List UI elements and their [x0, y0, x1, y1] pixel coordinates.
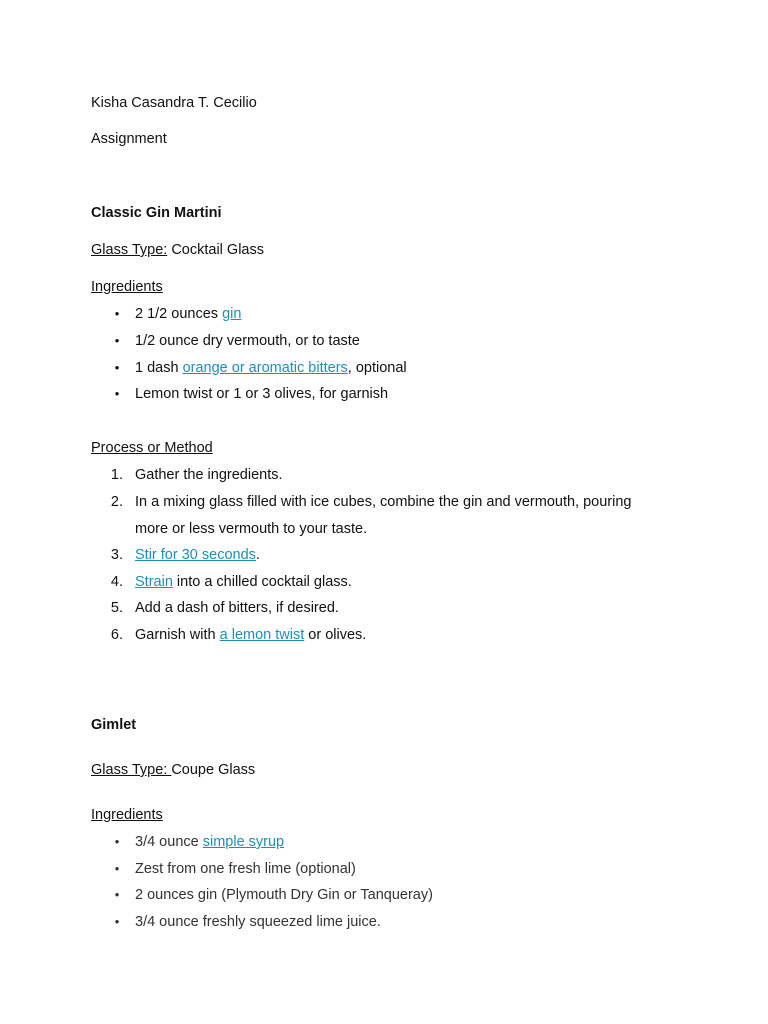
step-number: 5. [110, 600, 123, 616]
bullet-icon: • [114, 887, 120, 902]
author-name: Kisha Casandra T. Cecilio [91, 95, 257, 111]
ingredient-link-simple-syrup[interactable]: simple syrup [202, 834, 285, 850]
bullet-icon: • [114, 306, 120, 321]
ingredient-text: Lemon twist or 1 or 3 olives, for garnish [135, 386, 389, 402]
step-text: Garnish with [135, 627, 220, 643]
step-text-after: . [255, 547, 260, 563]
ingredient-text: 1/2 ounce dry vermouth, or to taste [135, 333, 360, 349]
ingredient-link-bitters[interactable]: orange or aromatic bitters [182, 360, 348, 376]
step-link-strain[interactable]: Strain [135, 574, 173, 590]
glass-type-label: Glass Type: [91, 242, 168, 258]
recipe-title-gimlet: Gimlet [91, 717, 137, 733]
step-text-after: into a chilled cocktail glass. [172, 574, 352, 590]
glass-type-gimlet [91, 761, 255, 779]
ingredient-text: Zest from one fresh lime (optional) [135, 861, 356, 877]
step-link-lemon-twist[interactable]: a lemon twist [219, 627, 305, 643]
glass-type-martini [91, 241, 264, 259]
glass-type-label: Glass Type: [91, 762, 172, 778]
glass-type-value: Cocktail Glass [167, 242, 264, 258]
step-text: Gather the ingredients. [135, 467, 283, 483]
ingredient-text: 1 dash [135, 360, 183, 376]
step-number: 4. [110, 574, 123, 590]
bullet-icon: • [114, 834, 120, 849]
method-heading-martini: Process or Method [91, 440, 213, 456]
recipe-title-martini: Classic Gin Martini [91, 205, 222, 221]
ingredient-text: 3/4 ounce [135, 834, 203, 850]
step-text-after: or olives. [304, 627, 367, 643]
glass-type-value: Coupe Glass [171, 762, 256, 778]
step-number: 6. [110, 627, 123, 643]
step-text: In a mixing glass filled with ice cubes, combine the gin and vermouth, pouring [135, 494, 632, 510]
ingredients-heading-martini: Ingredients [91, 279, 163, 295]
step-link-stir[interactable]: Stir for 30 seconds [135, 547, 256, 563]
ingredient-link-gin[interactable]: gin [222, 306, 242, 322]
ingredient-text-after: , optional [347, 360, 407, 376]
ingredient-text: 2 ounces gin (Plymouth Dry Gin or Tanqueray) [135, 887, 433, 903]
ingredient-text: 2 1/2 ounces [135, 306, 223, 322]
bullet-icon: • [114, 914, 120, 929]
ingredients-heading-gimlet: Ingredients [91, 807, 163, 823]
bullet-icon: • [114, 861, 120, 876]
bullet-icon: • [114, 360, 120, 375]
bullet-icon: • [114, 333, 120, 348]
step-text: Add a dash of bitters, if desired. [135, 600, 339, 616]
step-number: 3. [110, 547, 123, 563]
assignment-label: Assignment [91, 131, 167, 147]
ingredient-text: 3/4 ounce freshly squeezed lime juice. [135, 914, 381, 930]
step-number: 1. [110, 467, 123, 483]
step-number: 2. [110, 494, 123, 510]
step-text-continued: more or less vermouth to your taste. [135, 521, 368, 537]
bullet-icon: • [114, 386, 120, 401]
